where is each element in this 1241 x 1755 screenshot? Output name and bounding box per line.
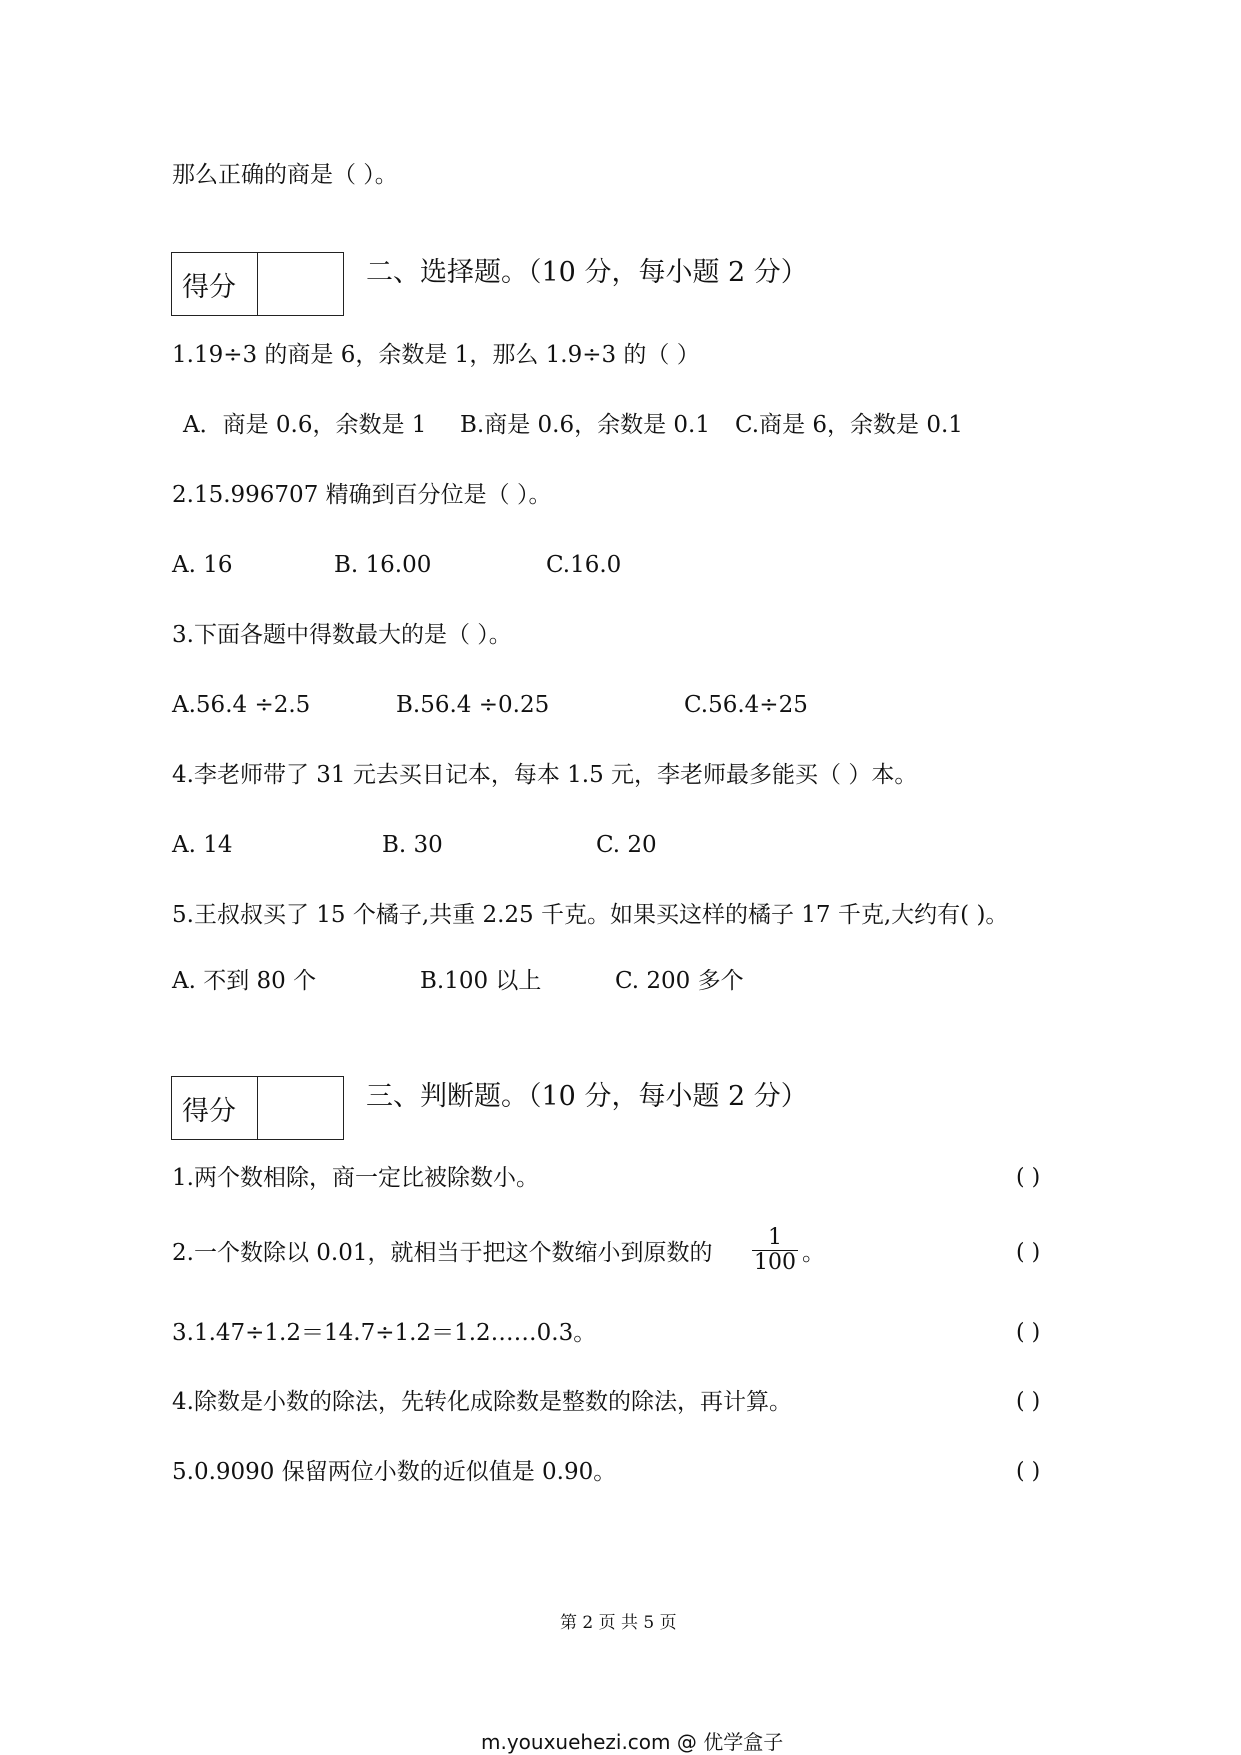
fraction-denominator: 100: [754, 1250, 796, 1275]
s2-q3-option-b[interactable]: B.56.4 ÷0.25: [396, 692, 550, 718]
s2-q5-option-b[interactable]: B.100 以上: [420, 968, 542, 994]
s2-q2-option-a[interactable]: A. 16: [172, 552, 233, 578]
score-label: 得分: [172, 1077, 258, 1139]
s2-q3-option-c[interactable]: C.56.4÷25: [684, 692, 808, 718]
s2-q4-option-c[interactable]: C. 20: [596, 832, 657, 858]
score-blank[interactable]: [258, 253, 343, 315]
s3-question-4: 4.除数是小数的除法，先转化成除数是整数的除法，再计算。: [172, 1389, 792, 1415]
s3-answer-paren-3[interactable]: ( ): [1016, 1320, 1041, 1345]
s2-q1-option-a[interactable]: A．商是 0.6，余数是 1: [183, 412, 427, 438]
s2-question-3: 3.下面各题中得数最大的是（ ）。: [172, 622, 512, 648]
intro-line: 那么正确的商是（ ）。: [172, 162, 398, 188]
s2-q3-option-a[interactable]: A.56.4 ÷2.5: [172, 692, 311, 718]
score-box-section2: [171, 252, 344, 316]
s3-answer-paren-5[interactable]: ( ): [1016, 1459, 1041, 1484]
s2-question-4: 4.李老师带了 31 元去买日记本，每本 1.5 元，李老师最多能买（ ）本。: [172, 762, 918, 788]
s3-question-3: 3.1.47÷1.2＝14.7÷1.2＝1.2……0.3。: [172, 1320, 597, 1346]
s3-answer-paren-2[interactable]: ( ): [1016, 1240, 1041, 1265]
score-label: 得分: [172, 253, 258, 315]
section2-title: 二、选择题。（10 分，每小题 2 分）: [366, 257, 808, 288]
s3-question-2: [172, 1238, 712, 1268]
s2-question-2: 2.15.996707 精确到百分位是（ ）。: [172, 482, 552, 508]
page-footer: 第 2 页 共 5 页: [560, 1613, 677, 1633]
fraction-one-hundredth: [752, 1226, 798, 1275]
s3-question-2-text: 2.一个数除以 0.01，就相当于把这个数缩小到原数的: [172, 1240, 713, 1266]
s2-q4-option-b[interactable]: B. 30: [382, 832, 443, 858]
s2-q1-option-c[interactable]: C.商是 6，余数是 0.1: [735, 412, 963, 438]
s2-q5-option-c[interactable]: C. 200 多个: [615, 968, 744, 994]
s3-question-2-suffix: 。: [802, 1240, 825, 1266]
watermark: m.youxuehezi.com @ 优学盒子: [481, 1730, 784, 1754]
s2-question-5: 5.王叔叔买了 15 个橘子,共重 2.25 千克。如果买这样的橘子 17 千克,大约有( )。: [172, 902, 1009, 928]
s2-q2-option-c[interactable]: C.16.0: [546, 552, 622, 578]
s3-question-5: 5.0.9090 保留两位小数的近似值是 0.90。: [172, 1459, 617, 1485]
s2-q4-option-a[interactable]: A. 14: [172, 832, 233, 858]
s2-q1-option-b[interactable]: B.商是 0.6，余数是 0.1: [460, 412, 710, 438]
s3-question-1: 1.两个数相除，商一定比被除数小。: [172, 1165, 539, 1191]
s2-question-1: 1.19÷3 的商是 6，余数是 1，那么 1.9÷3 的（ ）: [172, 342, 700, 368]
s3-answer-paren-4[interactable]: ( ): [1016, 1389, 1041, 1414]
score-box-section3: [171, 1076, 344, 1140]
s3-answer-paren-1[interactable]: ( ): [1016, 1165, 1041, 1190]
score-blank[interactable]: [258, 1077, 343, 1139]
fraction-numerator: 1: [752, 1226, 798, 1251]
section3-title: 三、判断题。（10 分，每小题 2 分）: [366, 1081, 808, 1112]
s2-q5-option-a[interactable]: A. 不到 80 个: [172, 968, 317, 994]
s2-q2-option-b[interactable]: B. 16.00: [334, 552, 432, 578]
